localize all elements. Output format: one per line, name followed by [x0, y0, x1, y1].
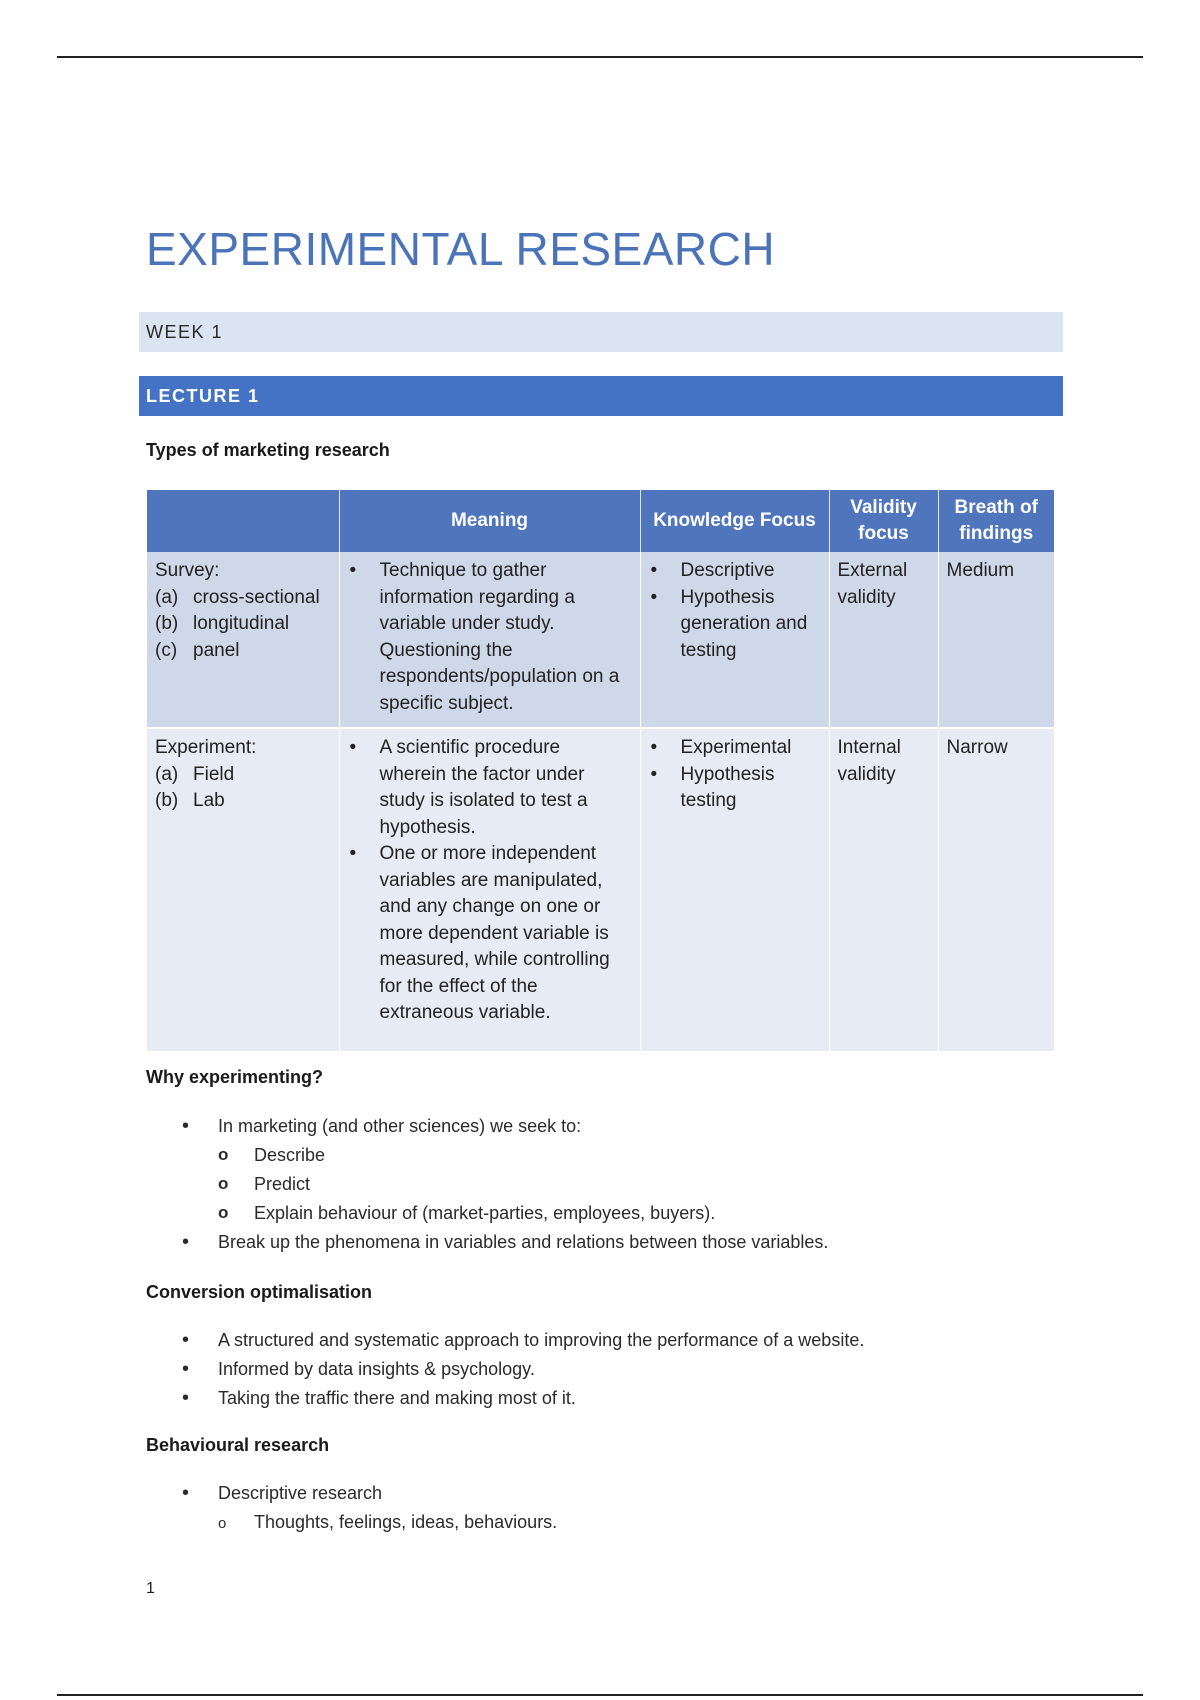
type-item [155, 611, 331, 638]
cell-breadth: Medium [938, 552, 1054, 728]
type-item-label: (b) [155, 790, 179, 811]
table-header-row [147, 490, 1054, 552]
list-item: • Taking the traffic there and making most of it. [182, 1384, 864, 1413]
type-item-label: (c) [155, 639, 178, 661]
header-knowledge-focus: Knowledge Focus [640, 490, 829, 552]
list-item: o Describe [218, 1141, 828, 1170]
cell-knowledge [640, 552, 829, 728]
section-heading-conversion: Conversion optimalisation [146, 1282, 373, 1302]
type-item-label: (a) [155, 586, 179, 608]
cell-validity: External validity [829, 552, 938, 728]
type-item-label: (b) [155, 613, 179, 634]
list-item: • A structured and systematic approach to improving the performance of a website. [182, 1326, 864, 1355]
cell-meaning [339, 728, 640, 1051]
type-item-text: panel [193, 639, 240, 661]
knowledge-bullet: • Hypothesis generation and testing [649, 585, 821, 665]
knowledge-bullet: • Hypothesis testing [649, 762, 821, 815]
behavioural-list [182, 1479, 557, 1537]
list-item-text: Descriptive research [218, 1483, 383, 1503]
cell-meaning [339, 552, 640, 728]
type-item-text: longitudinal [193, 613, 290, 634]
header-breadth: Breath of findings [938, 490, 1054, 552]
type-item [155, 788, 331, 815]
conversion-list [182, 1326, 864, 1413]
meaning-bullet: • A scientific procedure wherein the factor under study is isolated to test a hypothesis. [348, 735, 632, 841]
cell-breadth: Narrow [938, 728, 1054, 1051]
header-validity-focus: Validity focus [829, 490, 938, 552]
lecture-banner: LECTURE 1 [139, 376, 1063, 416]
type-title: Experiment: [155, 737, 257, 758]
type-item [155, 638, 331, 665]
type-item-text: Lab [193, 790, 225, 811]
header-meaning: Meaning [339, 490, 640, 552]
type-item-label: (a) [155, 763, 179, 785]
top-rule [57, 56, 1143, 58]
research-types-table [147, 490, 1054, 1051]
type-item [155, 762, 331, 789]
table-row [147, 552, 1054, 728]
knowledge-bullet: • Descriptive [649, 558, 821, 585]
meaning-bullet: • Technique to gather information regarding a variable under study. Questioning the respondents/population on a specific subject. [348, 558, 632, 717]
week-banner: WEEK 1 [139, 312, 1063, 352]
list-item: • Break up the phenomena in variables and relations between those variables. [182, 1228, 828, 1257]
list-item-text: In marketing (and other sciences) we seek to: [218, 1116, 582, 1136]
meaning-bullet: • One or more independent variables are manipulated, and any change on one or more dependent variable is measured, while controlling for the effect of the extraneous variable. [348, 841, 632, 1027]
type-item-text: cross-sectional [193, 586, 320, 608]
header-type [147, 490, 339, 552]
why-list [182, 1112, 828, 1257]
list-item: o Thoughts, feelings, ideas, behaviours. [218, 1508, 557, 1537]
type-title: Survey: [155, 560, 220, 581]
cell-type [147, 552, 339, 728]
knowledge-bullet: • Experimental [649, 735, 821, 762]
sub-list [218, 1141, 828, 1228]
sub-list [218, 1508, 557, 1537]
bottom-rule [57, 1694, 1143, 1696]
cell-knowledge [640, 728, 829, 1051]
section-heading-types: Types of marketing research [146, 440, 390, 460]
type-item [155, 585, 331, 612]
document-title: EXPERIMENTAL RESEARCH [146, 223, 776, 275]
page-number: 1 [146, 1580, 155, 1597]
type-item-text: Field [193, 763, 235, 785]
section-heading-why: Why experimenting? [146, 1067, 324, 1087]
section-heading-behavioural: Behavioural research [146, 1435, 330, 1455]
list-item [182, 1112, 828, 1228]
cell-validity: Internal validity [829, 728, 938, 1051]
cell-type [147, 728, 339, 1051]
list-item: • Informed by data insights & psychology. [182, 1355, 864, 1384]
list-item [182, 1479, 557, 1537]
list-item: o Explain behaviour of (market-parties, employees, buyers). [218, 1199, 828, 1228]
list-item: o Predict [218, 1170, 828, 1199]
table-row [147, 728, 1054, 1051]
